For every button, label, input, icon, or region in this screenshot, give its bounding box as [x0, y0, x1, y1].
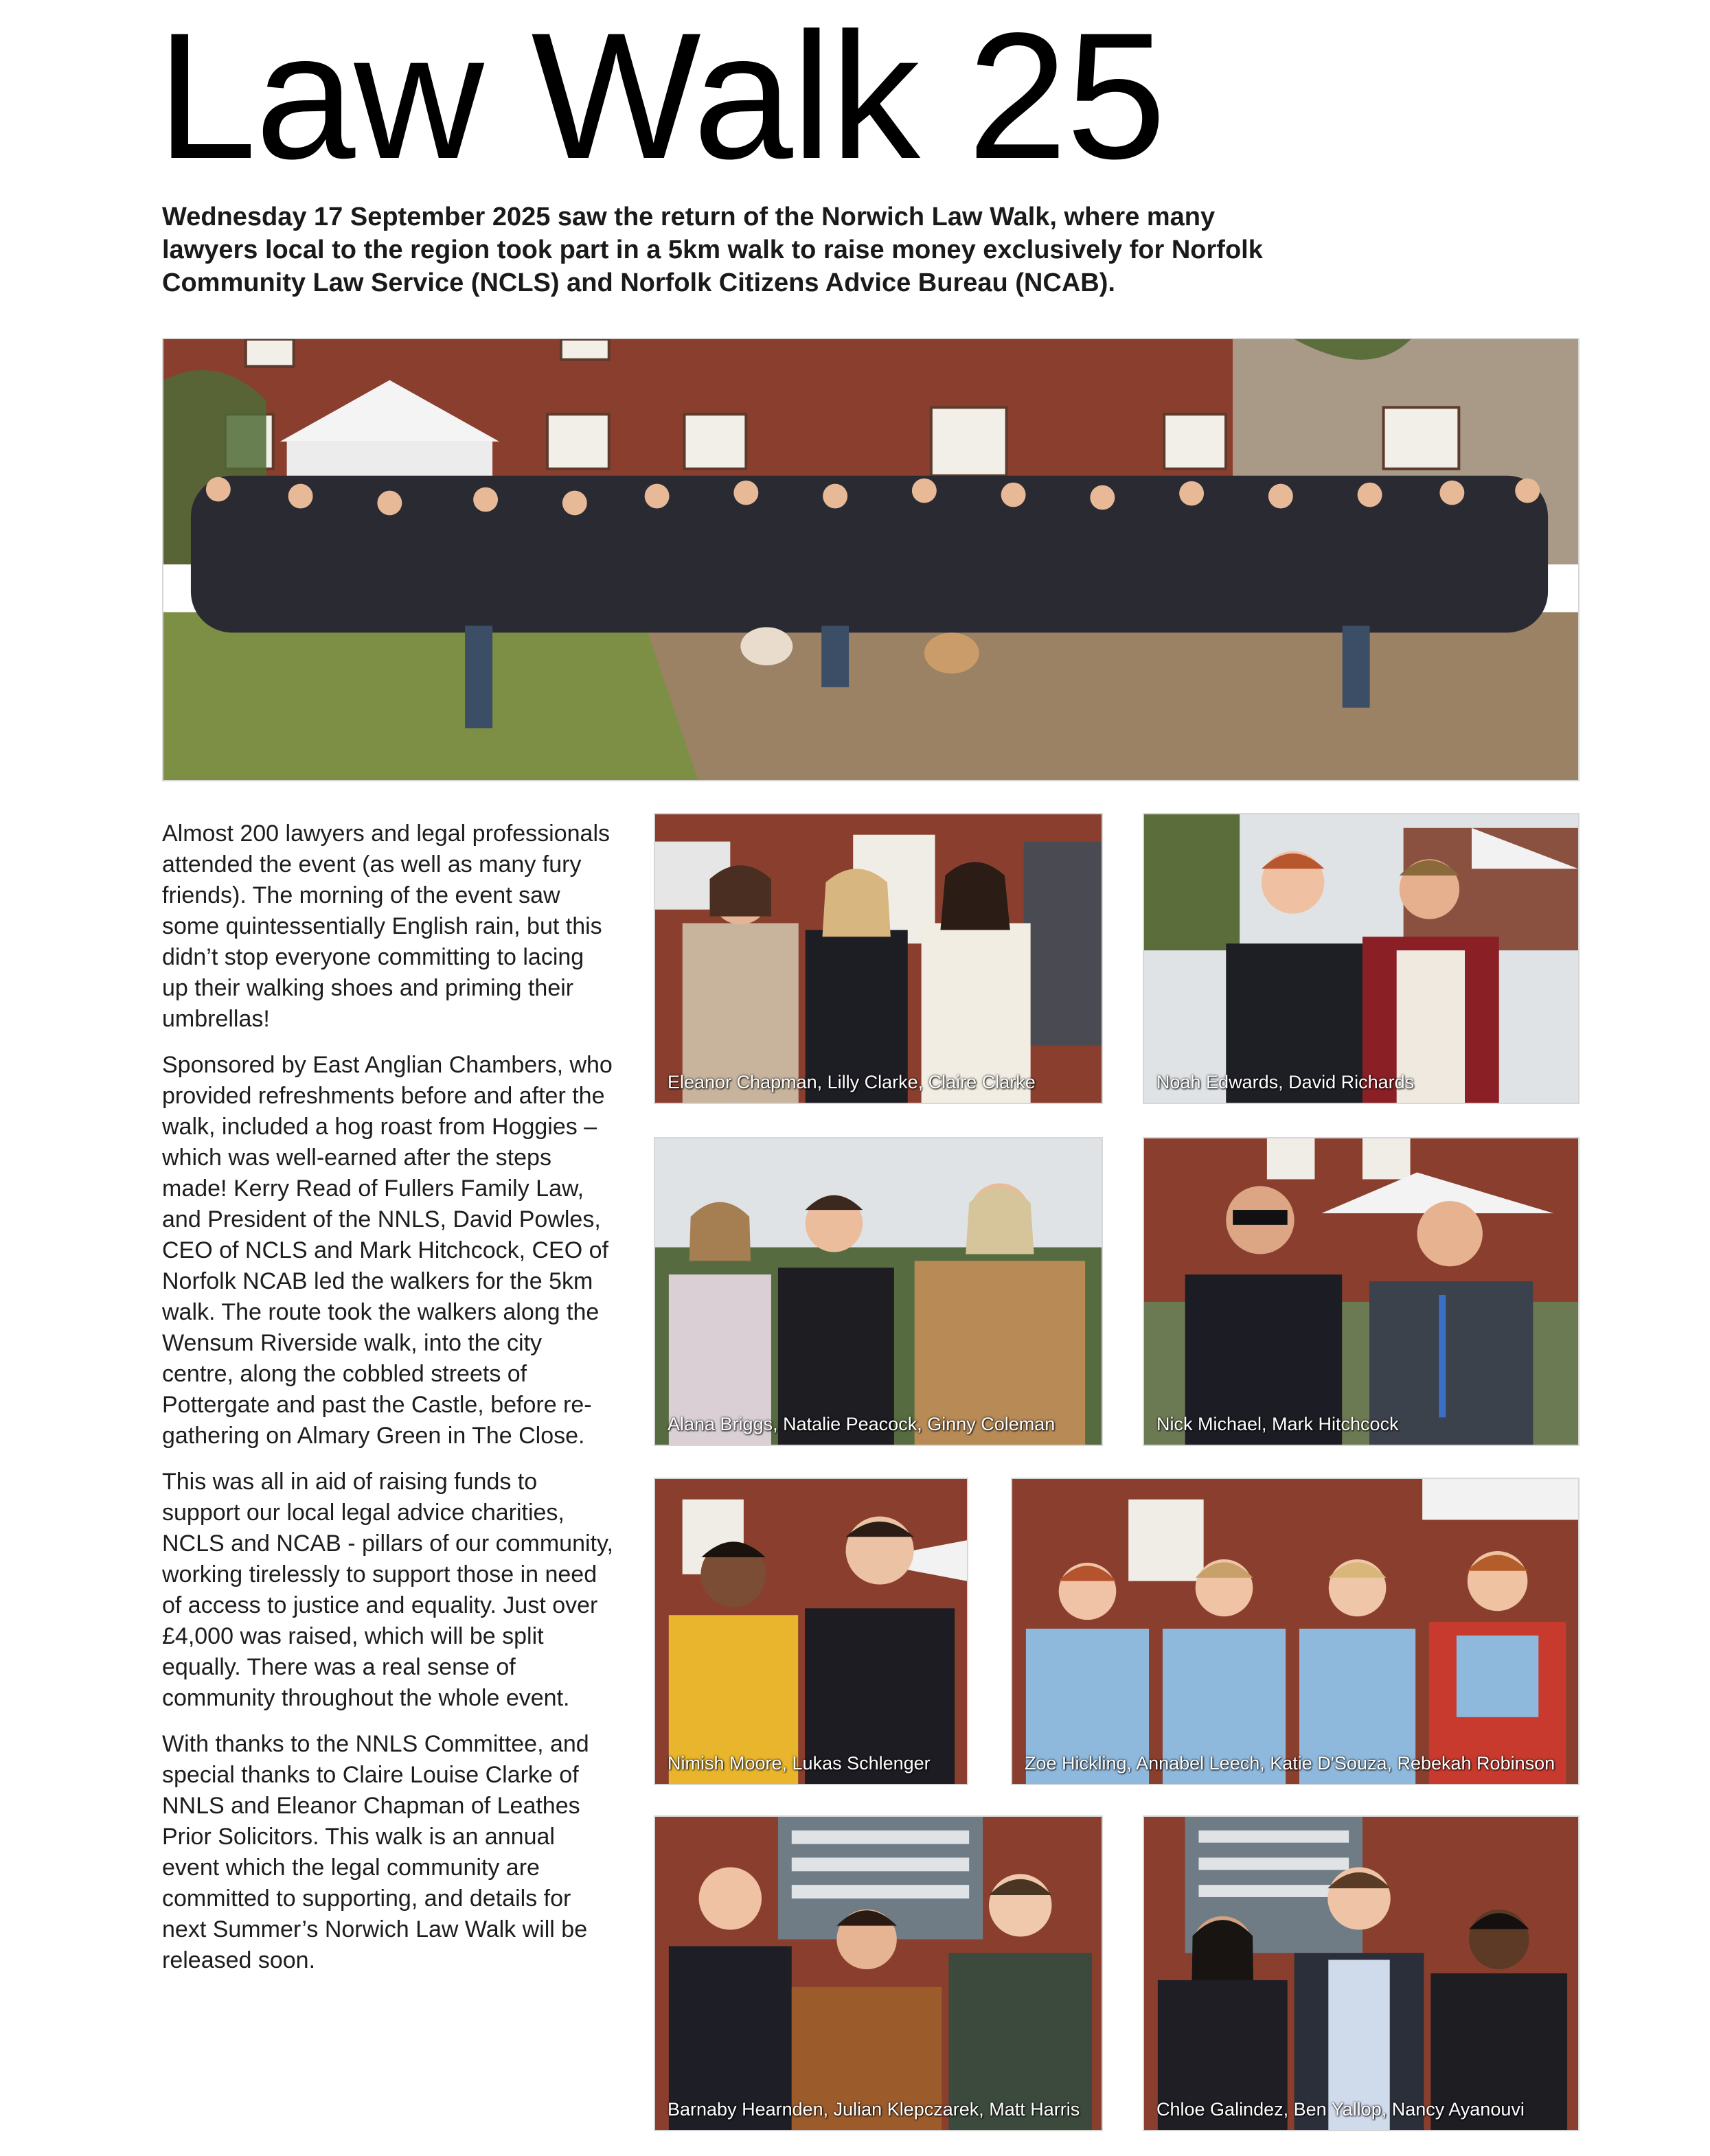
photo-8	[1143, 1815, 1580, 2131]
article-paragraph-2: Sponsored by East Anglian Chambers, who provided refreshments before and after the walk, included a hog roast from Hoggies – which was well-earned after the steps made! Kerry Read of Fullers Family Law, and President of the NNLS, David Powles, CEO of NCLS and Mark Hitchcock, CEO of Norfolk NCAB led the walkers for the 5km walk. The route took the walkers along the Wensum Riverside walk, into the city centre, along the cobbled streets of Pottergate and past the Castle, before re-gathering on Almary Green in The Close.	[162, 1052, 613, 1449]
photo-1-caption: Eleanor Chapman, Lilly Clarke, Claire Clarke	[668, 1072, 1036, 1092]
photo-6-caption: Zoe Hickling, Annabel Leech, Katie D'Souza, Rebekah Robinson	[1025, 1753, 1555, 1774]
photo-5	[654, 1478, 968, 1785]
photo-7	[654, 1815, 1103, 2131]
photo-7-caption: Barnaby Hearnden, Julian Klepczarek, Matt Harris	[668, 2099, 1080, 2120]
photo-8-caption: Chloe Galindez, Ben Yallop, Nancy Ayanouvi	[1156, 2099, 1525, 2120]
article-paragraph-4: With thanks to the NNLS Committee, and special thanks to Claire Louise Clarke of NNLS and Eleanor Chapman of Leathes Prior Solicitors. This walk is an annual event which the legal community are committed to supporting, and details for next Summer’s Norwich Law Walk will be released soon.	[162, 1731, 589, 1973]
photo-3	[654, 1137, 1103, 1446]
photo-2-caption: Noah Edwards, David Richards	[1156, 1072, 1415, 1092]
photo-3-caption: Alana Briggs, Natalie Peacock, Ginny Coleman	[668, 1414, 1056, 1434]
article-paragraph-1: Almost 200 lawyers and legal professionals attended the event (as well as many fury friends). The morning of the event saw some quintessentially English rain, but this didn’t stop everyone committing to lacing up their walking shoes and priming their umbrellas!	[162, 821, 611, 1032]
photo-4-caption: Nick Michael, Mark Hitchcock	[1156, 1414, 1399, 1434]
article-body	[162, 818, 615, 1991]
intro-paragraph: Wednesday 17 September 2025 saw the return of the Norwich Law Walk, where many lawyers local to the region took part in a 5km walk to raise money exclusively for Norfolk Community Law Service (NCLS) and Norfolk Citizens Advice Bureau (NCAB).	[162, 203, 1263, 297]
group-photo	[162, 338, 1580, 781]
photo-5-caption: Nimish Moore, Lukas Schlenger	[668, 1753, 931, 1774]
page-title: Law Walk 25	[157, 0, 1165, 196]
photo-6	[1011, 1478, 1580, 1785]
article-paragraph-3: This was all in aid of raising funds to support our local legal advice charities, NCLS and NCAB - pillars of our community, working tirelessly to support those in need of access to justice and equality. Just over £4,000 was raised, which will be split equally. There was a real sense of community throughout the whole event.	[162, 1469, 613, 1711]
photo-2	[1143, 813, 1580, 1104]
photo-1	[654, 813, 1103, 1104]
photo-4	[1143, 1137, 1580, 1446]
